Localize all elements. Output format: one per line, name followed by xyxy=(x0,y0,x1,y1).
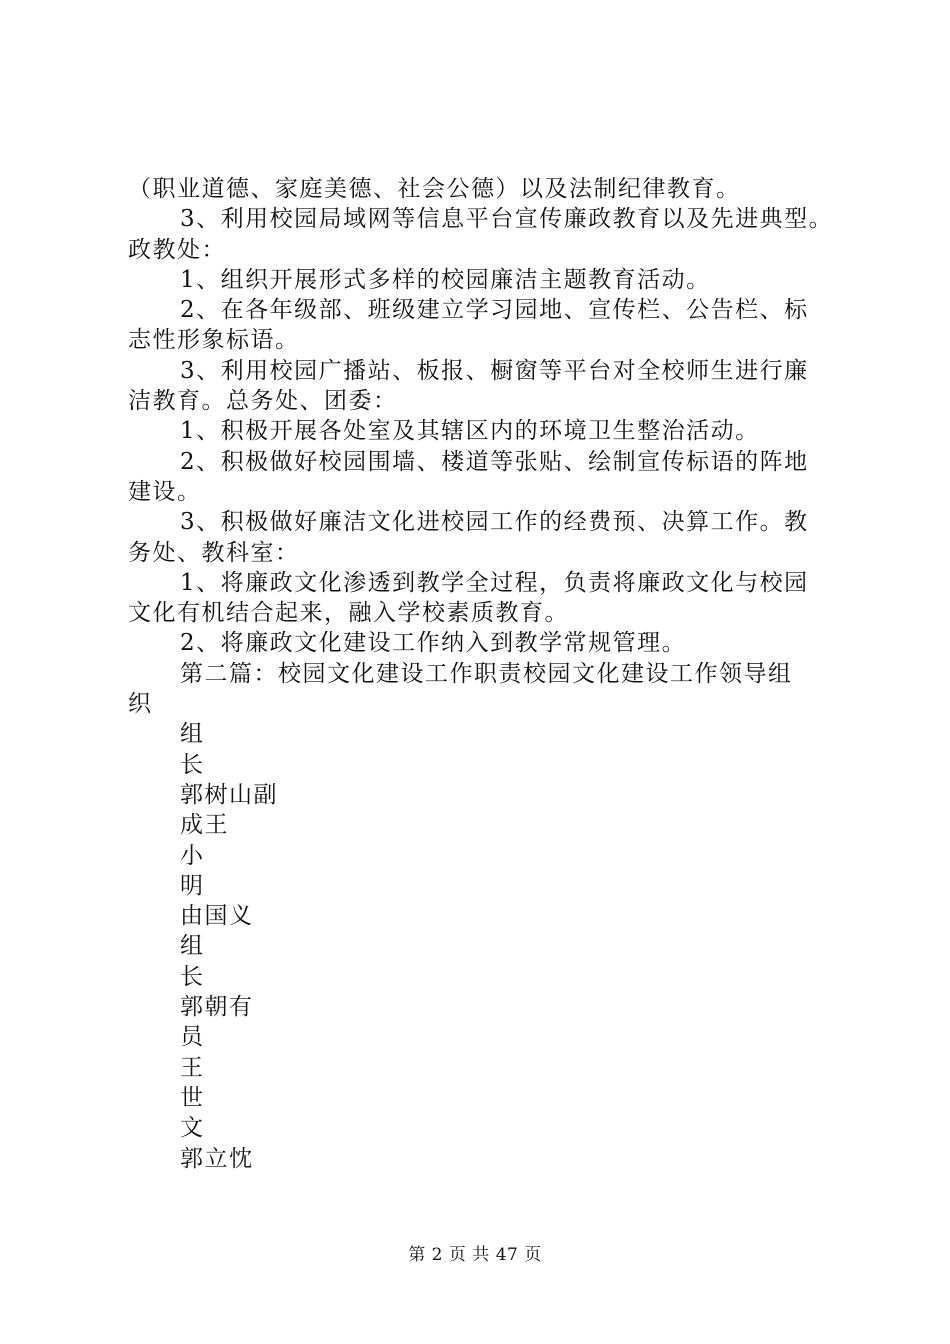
text-line: 文 xyxy=(180,1115,205,1142)
text-line: 建设。 xyxy=(128,478,202,505)
text-line: 郭树山副 xyxy=(180,781,278,808)
page-footer: 第 2 页 共 47 页 xyxy=(408,1245,542,1265)
text-line: （职业道德、家庭美德、社会公德）以及法制纪律教育。 xyxy=(128,176,741,202)
text-line: 洁教育。总务处、团委： xyxy=(128,388,398,415)
text-line: 1、积极开展各处室及其辖区内的环境卫生整治活动。 xyxy=(180,418,760,445)
text-line: 长 xyxy=(180,963,205,990)
text-line: 组 xyxy=(180,933,205,960)
text-line: 织 xyxy=(128,691,153,718)
document-body xyxy=(128,174,848,1174)
text-line: 2、在各年级部、班级建立学习园地、宣传栏、公告栏、标 xyxy=(180,297,809,324)
text-line: 明 xyxy=(180,872,205,899)
text-line: 1、将廉政文化渗透到教学全过程，负责将廉政文化与校园 xyxy=(180,569,809,596)
text-line: 2、将廉政文化建设工作纳入到教学常规管理。 xyxy=(180,630,687,657)
text-line: 郭立忱 xyxy=(180,1145,254,1172)
text-line: 志性形象标语。 xyxy=(128,327,300,354)
text-line: 务处、教科室： xyxy=(128,539,300,566)
text-line: 组 xyxy=(180,721,205,748)
text-line: 郭朝有 xyxy=(180,994,254,1021)
text-line: 小 xyxy=(180,842,205,869)
text-line: 3、利用校园广播站、板报、橱窗等平台对全校师生进行廉 xyxy=(180,357,809,384)
text-line: 文化有机结合起来，融入学校素质教育。 xyxy=(128,600,569,627)
text-line: 3、积极做好廉洁文化进校园工作的经费预、决算工作。教 xyxy=(180,509,809,536)
text-line: 王 xyxy=(180,1054,205,1081)
text-line: 第二篇：校园文化建设工作职责校园文化建设工作领导组 xyxy=(180,660,793,687)
text-line: 2、积极做好校园围墙、楼道等张贴、绘制宣传标语的阵地 xyxy=(180,448,809,475)
text-line: 1、组织开展形式多样的校园廉洁主题教育活动。 xyxy=(180,266,711,293)
text-line: 世 xyxy=(180,1084,205,1111)
text-line: 长 xyxy=(180,751,205,778)
text-line: 3、利用校园局域网等信息平台宣传廉政教育以及先进典型。 xyxy=(180,206,834,233)
text-line: 政教处： xyxy=(128,236,226,263)
text-line: 员 xyxy=(180,1024,205,1051)
text-line: 由国义 xyxy=(180,903,254,930)
text-line: 成王 xyxy=(180,812,229,839)
